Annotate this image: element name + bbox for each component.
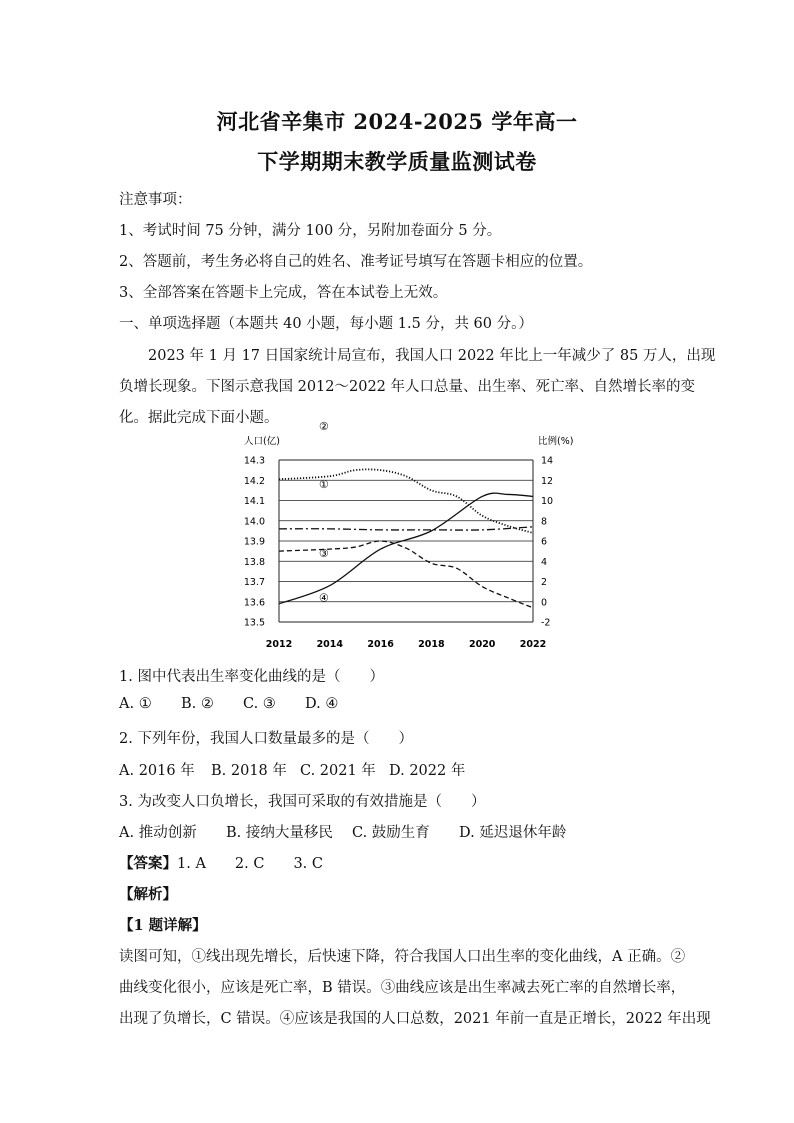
stem-line-2: 负增长现象。下图示意我国 2012～2022 年人口总量、出生率、死亡率、自然增长率的变 xyxy=(119,379,696,395)
q1-option-a[interactable]: A. ① xyxy=(119,696,152,712)
q2-option-a[interactable]: A. 2016 年 xyxy=(119,763,195,779)
q2-option-d[interactable]: D. 2022 年 xyxy=(389,763,466,779)
right-tick-label: 8 xyxy=(541,516,548,528)
title-line-1: 河北省辛集市 2024-2025 学年高一 xyxy=(216,109,578,134)
answer-label: 【答案】 xyxy=(119,855,177,872)
q1-option-d[interactable]: D. ④ xyxy=(305,696,339,712)
population-chart xyxy=(236,420,574,655)
analysis-heading: 【解析】 xyxy=(119,886,177,903)
stem-line-3: 化。据此完成下面小题。 xyxy=(119,410,279,426)
left-tick-label: 14.1 xyxy=(243,496,265,507)
stem-line-1: 2023 年 1 月 17 日国家统计局宣布，我国人口 2022 年比上一年减少了 85 万人，出现 xyxy=(148,348,716,364)
question-3-options xyxy=(119,821,566,842)
curve-label: ③ xyxy=(318,547,329,561)
q3-option-a[interactable]: A. 推动创新 xyxy=(119,825,197,841)
chart-grid xyxy=(279,460,533,622)
answer-text: 1. A 2. C 3. C xyxy=(177,856,323,872)
right-tick-label: 14 xyxy=(541,455,554,467)
left-tick-label: 13.6 xyxy=(243,597,265,609)
left-axis-title: 人口(亿) xyxy=(244,436,280,447)
right-tick-label: 2 xyxy=(541,577,548,588)
left-tick-labels xyxy=(244,456,265,629)
notice-item-1: 1、考试时间 75 分钟，满分 100 分，另附加卷面分 5 分。 xyxy=(119,223,502,239)
curve-label: ① xyxy=(318,478,329,492)
question-2-stem: 2. 下列年份，我国人口数量最多的是（ ） xyxy=(119,731,413,747)
right-tick-label: 0 xyxy=(541,597,548,609)
curve-labels xyxy=(319,420,329,605)
series-line-③ xyxy=(279,541,533,608)
question-3-stem: 3. 为改变人口负增长，我国可采取的有效措施是（ ） xyxy=(119,794,486,810)
x-tick-label: 2022 xyxy=(519,639,547,650)
left-tick-label: 13.5 xyxy=(243,617,265,629)
right-axis-title: 比例(%) xyxy=(538,436,574,447)
right-tick-labels xyxy=(541,456,553,629)
right-tick-label: 12 xyxy=(541,475,554,487)
analysis-line-3: 出现了负增长，C 错误。④应该是我国的人口总数，2021 年前一直是正增长，2022 年出现 xyxy=(119,1011,711,1027)
answer-line xyxy=(119,852,323,873)
q3-option-b[interactable]: B. 接纳大量移民 xyxy=(226,825,333,841)
curve-label: ② xyxy=(318,420,329,433)
left-tick-label: 13.8 xyxy=(243,556,265,568)
q1-option-c[interactable]: C. ③ xyxy=(243,696,276,712)
series-lines xyxy=(279,469,533,607)
left-tick-label: 14.3 xyxy=(243,455,265,467)
right-tick-label: 4 xyxy=(541,556,548,568)
notice-item-3: 3、全部答案在答题卡上完成，答在本试卷上无效。 xyxy=(119,285,448,301)
series-line-① xyxy=(279,469,533,533)
x-tick-label: 2016 xyxy=(367,639,394,650)
notice-heading: 注意事项： xyxy=(119,192,192,208)
x-tick-labels xyxy=(266,639,546,650)
left-tick-label: 14.2 xyxy=(243,475,265,487)
q2-option-b[interactable]: B. 2018 年 xyxy=(211,763,287,779)
right-tick-label: 10 xyxy=(541,496,554,507)
left-tick-label: 13.7 xyxy=(243,577,265,588)
left-tick-label: 13.9 xyxy=(243,536,265,548)
title-line-2: 下学期期末教学质量监测试卷 xyxy=(257,149,537,174)
analysis-subheading: 【1 题详解】 xyxy=(119,917,207,934)
q3-option-c[interactable]: C. 鼓励生育 xyxy=(352,825,430,841)
q3-option-d[interactable]: D. 延迟退休年龄 xyxy=(459,825,567,841)
x-tick-label: 2014 xyxy=(316,639,344,650)
section-heading: 一、单项选择题（本题共 40 小题，每小题 1.5 分，共 60 分。） xyxy=(119,316,533,332)
x-tick-label: 2012 xyxy=(265,639,293,650)
notice-item-2: 2、答题前，考生务必将自己的姓名、准考证号填写在答题卡相应的位置。 xyxy=(119,254,593,270)
x-tick-label: 2020 xyxy=(468,639,496,650)
question-2-options xyxy=(119,759,465,780)
analysis-line-2: 曲线变化很小，应该是死亡率，B 错误。③曲线应该是出生率减去死亡率的自然增长率， xyxy=(119,980,686,996)
q1-option-b[interactable]: B. ② xyxy=(181,696,214,712)
left-tick-label: 14.0 xyxy=(243,516,265,528)
analysis-line-1: 读图可知，①线出现先增长，后快速下降，符合我国人口出生率的变化曲线，A 正确。② xyxy=(119,949,686,965)
x-tick-label: 2018 xyxy=(418,639,445,650)
right-tick-label: 6 xyxy=(541,536,548,548)
series-line-② xyxy=(279,527,533,530)
curve-label: ④ xyxy=(318,591,329,605)
question-1-options xyxy=(119,696,338,712)
right-tick-label: -2 xyxy=(541,617,551,629)
q2-option-c[interactable]: C. 2021 年 xyxy=(300,763,376,779)
question-1-stem: 1. 图中代表出生率变化曲线的是（ ） xyxy=(119,669,384,685)
